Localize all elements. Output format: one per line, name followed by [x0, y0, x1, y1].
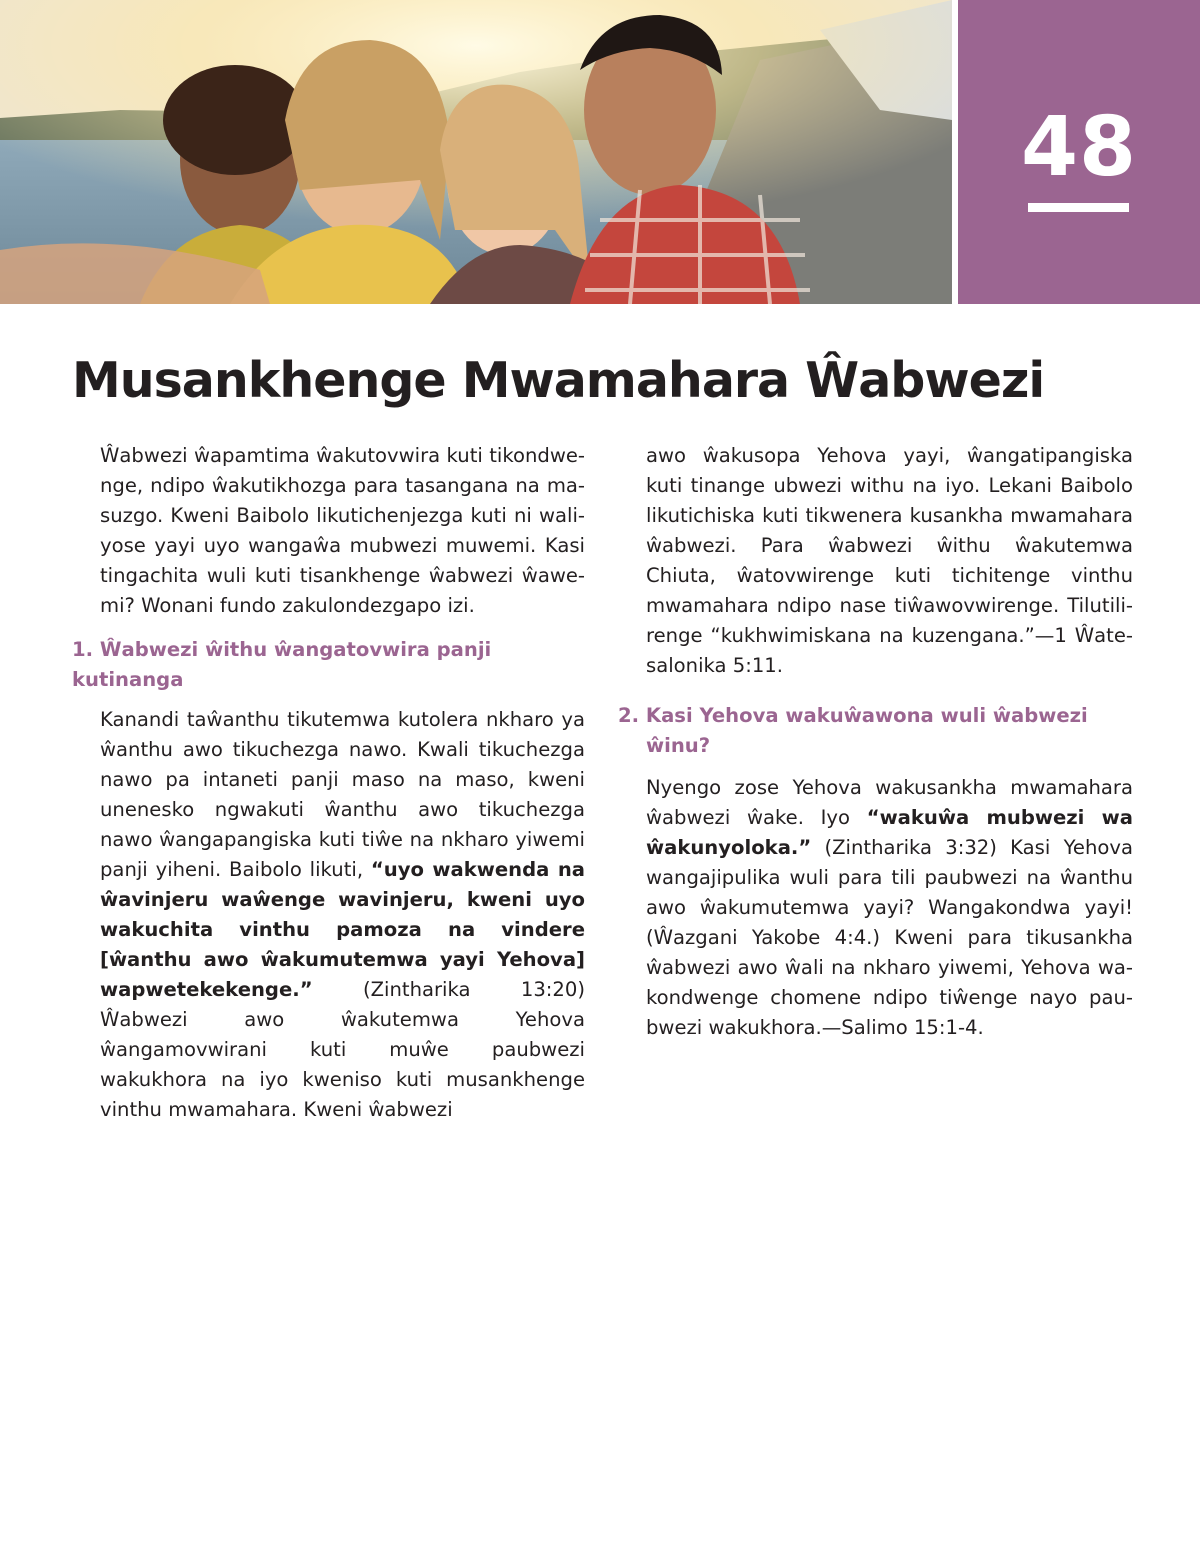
page-title: Musankhenge Mwamahara Ŵabwezi	[72, 352, 1045, 409]
lesson-number-box	[958, 0, 1200, 304]
section-2-text-a: Nyengo zose Yehova wakusankha mwamahara ŵabwezi ŵake. Iyo	[646, 776, 1133, 829]
section-1-paragraph-part-2: awo ŵakusopa Yehova yayi, ŵangatipangiska kuti tinange ubwezi withu na iyo. Lekani Baibolo likutichiska kuti tikwenera kusankha mwamahara ŵabwezi. Para ŵabwezi ŵithu ŵakutemwa Chiuta, ŵatovwirenge kuti tichitenge vinthu mwamahara ndipo nase tiŵawovwirenge. Tilutilirenge “kukhwimiskana na kuzengana.”—1 Ŵatesalonika 5:11.	[646, 444, 1133, 677]
lesson-number-underline	[1028, 203, 1129, 212]
section-2-heading: 2. Kasi Yehova wakuŵawona wuli ŵabwezi ŵinu?	[618, 704, 1088, 757]
section-1-paragraph-part-1	[100, 705, 585, 1125]
section-1-text-a: Kanandi taŵanthu tikutemwa kutolera nkharo ya ŵanthu awo tikuchezga nawo. Kwali tikuchezga nawo pa intaneti panji maso na maso, kweni unenesko ngwakuti ŵanthu awo tikuchezga nawo ŵangapangiska kuti tiŵe na nkharo yiwemi panji yiheni. Baibolo likuti,	[100, 708, 585, 881]
friends-photo-illustration	[0, 0, 952, 304]
intro-paragraph: Ŵabwezi ŵapamtima ŵakutovwira kuti tikondwenge, ndipo ŵakutikhozga para tasangana na masuzgo. Kweni Baibolo likutichenjezga kuti ni waliyose yayi uyo wangaŵa mubwezi muwemi. Kasi tingachita wuli kuti tisankhenge ŵabwezi ŵawemi? Wonani fundo zakulondezgapo izi.	[100, 444, 585, 617]
section-2-text-b: (Zintharika 3:32) Kasi Yehova wangajipulika wuli para tili paubwezi na ŵanthu awo ŵakumutemwa yayi? Wangakondwa yayi! (Ŵazgani Yakobe 4:4.) Kweni para tikusankha ŵabwezi awo ŵali na nkharo yiwemi, Yehova wakondwenge chomene ndipo tiŵenge nayo paubwezi wakukhora.—Salimo 15:1-4.	[646, 836, 1133, 1039]
section-1-text-b: (Zintharika 13:20) Ŵabwezi awo ŵakutemwa Yehova ŵangamovwirani kuti muŵe paubwezi wakukhora na iyo kweniso kuti musankhenge vinthu mwamahara. Kweni ŵabwezi	[100, 978, 585, 1121]
lesson-number: 48	[1020, 100, 1138, 195]
header-photo	[0, 0, 952, 304]
right-column	[618, 441, 1133, 1043]
section-1-heading: 1. Ŵabwezi ŵithu ŵangatovwira panji kutinanga	[72, 638, 492, 691]
section-2-paragraph	[646, 773, 1133, 1043]
section-2-scripture-quote: “wakuŵa mubwezi wa ŵakunyoloka.”	[646, 806, 1133, 859]
section-1-scripture-quote: “uyo wakwenda na ŵavinjeru waŵenge wavinjeru, kweni uyo wakuchita vinthu pamoza na vindere [ŵanthu awo ŵakumutemwa yayi Yehova] wapwetekekenge.”	[100, 858, 585, 1001]
left-column	[72, 441, 585, 1125]
